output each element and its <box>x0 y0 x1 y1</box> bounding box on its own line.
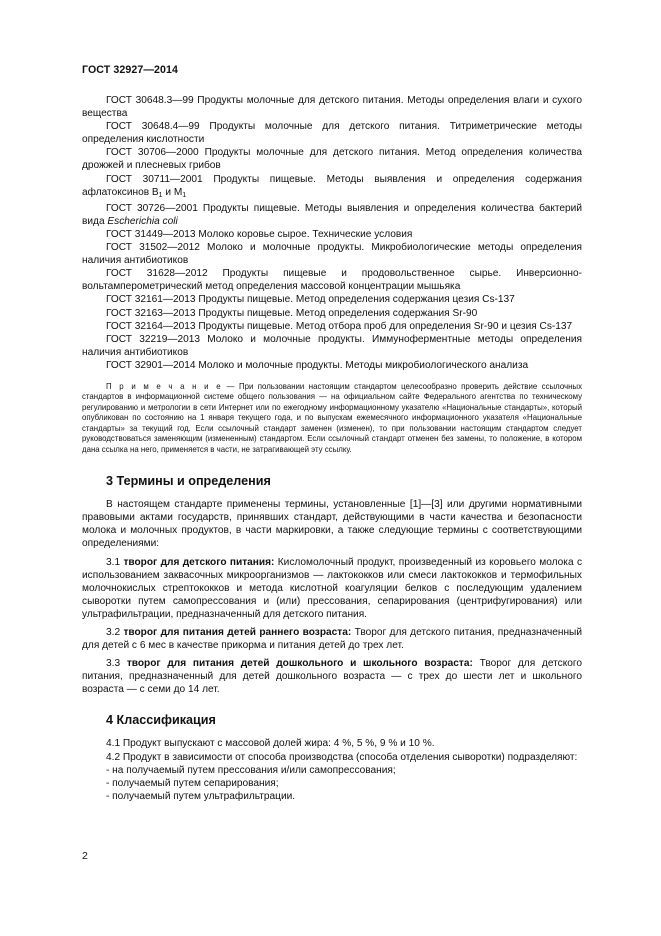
ref-item: ГОСТ 32219—2013 Молоко и молочные продукты. Иммуноферментные методы определения наличия антибиотиков <box>82 333 582 358</box>
section-3-intro: В настоящем стандарте применены термины, установленные [1]—[3] или другими нормативными правовыми актами государств, принявших стандарт, действующими в части качества и безопасности молока и молочных продуктов, в части маркировки, а также следующие термины с соответствующими определениями: <box>82 499 582 550</box>
list-item: - на получаемый путем прессования и/или самопрессования; <box>106 764 396 776</box>
term-3-1: 3.1 творог для детского питания: Кисломолочный продукт, произведенный из коровьего молока с использованием заквасочных микроорганизмов — лактококков или смеси лактококков и термофильных молочнокислых стрептококков и метода кислотной коагуляции белков с последующим удалением сыворотки путем самопрессования и (или) прессования, сепарирования (центрифугирования) или ультрафильтрации, предназначенный для детского питания. <box>82 556 583 620</box>
ref-item: ГОСТ 32161—2013 Продукты пищевые. Метод определения содержания цезия Cs-137 <box>106 294 515 306</box>
ref-item: ГОСТ 30648.3—99 Продукты молочные для детского питания. Методы определения влаги и сухого вещества <box>82 95 582 120</box>
term-3-3: 3.3 творог для питания детей дошкольного и школьного возраста: Творог для детского питания, предназначенный для детей дошкольного возраста — с трех до шести лет и школьного возраста — с семи до 14 лет. <box>82 658 582 696</box>
page-number: 2 <box>82 850 88 862</box>
section-4-heading: 4 Классификация <box>106 713 216 728</box>
section-3-heading: 3 Термины и определения <box>106 474 271 489</box>
clause-4-1: 4.1 Продукт выпускают с массовой долей жира: 4 %, 5 %, 9 % и 10 %. <box>106 738 435 750</box>
ref-item-aflatoxin: ГОСТ 30711—2001 Продукты пищевые. Методы выявления и определения содержания афлатоксинов $B_1$ и $M_1$ <box>82 173 582 199</box>
ref-item: ГОСТ 32901—2014 Молоко и молочные продукты. Методы микробиологического анализа <box>106 359 529 371</box>
ref-item: ГОСТ 32163—2013 Продукты пищевые. Метод определения содержания Sr-90 <box>106 307 478 319</box>
term-3-2: 3.2 творог для питания детей раннего возраста: Творог для детского питания, предназначенный для детей с 6 мес в качестве прикорма и питания детей до трех лет. <box>82 626 582 652</box>
species-name: Escherichia coli <box>107 215 178 227</box>
ref-item: ГОСТ 31628—2012 Продукты пищевые и продовольственное сырье. Инверсионно-вольтамперометрический метод определения массовой концентрации мышьяка <box>82 268 582 293</box>
note-text: — При пользовании настоящим стандартом целесообразно проверить действие ссылочных стандартов в информационной системе общего пользования — на официальном сайте Федерального агентства по техническому регулированию и метрологии в сети Интернет или по ежегодному информационному указателю «Национальные стандарты», который опубликован по состоянию на 1 января текущего года, и по выпускам ежемесячного информационного указателя «Национальные стандарты» за текущий год. Если ссылочный стандарт заменен (изменен), то при пользовании настоящим стандартом следует руководствоваться заменяющим (измененным) стандартом. Если ссылочный стандарт отменен без замены, то положение, в котором дана ссылка на него, применяется в части, не затрагивающей эту ссылку. <box>82 381 582 454</box>
ref-item: ГОСТ 30648.4—99 Продукты молочные для детского питания. Титриметрические методы определения кислотности <box>82 121 582 146</box>
document-header: ГОСТ 32927—2014 <box>82 64 179 76</box>
ref-item: ГОСТ 32164—2013 Продукты пищевые. Метод отбора проб для определения Sr-90 и цезия Cs-137 <box>106 320 573 332</box>
ref-item-ecoli: ГОСТ 30726—2001 Продукты пищевые. Методы выявления и определения количества бактерий вида Escherichia coli <box>82 202 582 227</box>
note-label: П р и м е ч а н и е <box>106 381 223 391</box>
clause-4-2: 4.2 Продукт в зависимости от способа производства (способа отделения сыворотки) подразделяют: <box>106 751 578 763</box>
list-item: - получаемый путем сепарирования; <box>106 777 279 789</box>
list-item: - получаемый путем ультрафильтрации. <box>106 790 296 802</box>
note-paragraph <box>82 382 582 455</box>
ref-item: ГОСТ 31449—2013 Молоко коровье сырое. Технические условия <box>106 228 413 240</box>
ref-item: ГОСТ 31502—2012 Молоко и молочные продукты. Микробиологические методы определения наличия антибиотиков <box>82 242 582 267</box>
document-body <box>82 94 582 803</box>
ref-item: ГОСТ 30706—2000 Продукты молочные для детского питания. Метод определения количества дрожжей и плесневых грибов <box>82 147 582 172</box>
